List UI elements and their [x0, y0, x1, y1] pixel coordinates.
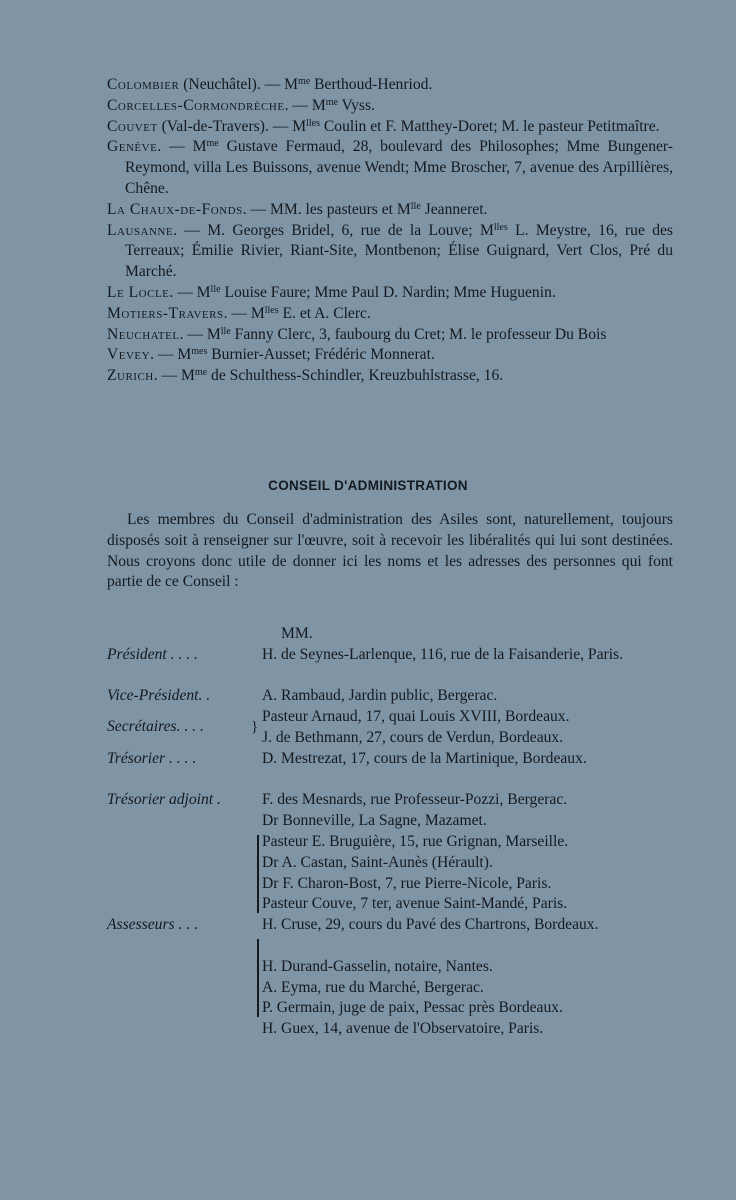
town-name: La Chaux-de-Fonds — [107, 200, 243, 218]
title-sup: lle — [410, 200, 421, 212]
town-entry — [107, 304, 673, 325]
role-president: Président . . . . — [107, 645, 198, 663]
member-line: H. Durand-Gasselin, notaire, Nantes. — [262, 957, 493, 975]
town-name: Colombier — [107, 76, 180, 93]
town-text: (Neuchâtel). — M — [179, 76, 299, 93]
intro-paragraph: Les membres du Conseil d'administration des Asiles sont, naturellement, toujours disposés soit à renseigner sur l'œuvre, soit à recevoir les libéralités qui lui sont destinées. Nous croyons donc utile de donner ici les noms et les adresses des personnes qui font partie de ce Conseil : — [107, 511, 673, 591]
town-entry — [107, 137, 673, 199]
member-line: P. Germain, juge de paix, Pessac près Bordeaux. — [262, 999, 563, 1017]
town-text: Berthoud-Henriod. — [310, 76, 433, 93]
member-line: F. des Mesnards, rue Professeur-Pozzi, Bergerac. — [262, 791, 568, 809]
title-sup: mes — [191, 346, 208, 358]
title-sup: me — [325, 96, 338, 108]
title-sup: lles — [493, 221, 508, 233]
town-text: Vyss. — [337, 96, 375, 114]
council-list — [107, 624, 673, 1040]
role-tresorier-adjoint: Trésorier adjoint . — [107, 791, 221, 809]
brace-bar-bottom — [257, 939, 259, 1017]
town-name: Lausanne — [107, 221, 174, 239]
role-tresorier: Trésorier . . . . — [107, 749, 197, 767]
title-sup: me — [206, 138, 219, 150]
town-name: Corcelles-Cormondrèche — [107, 96, 285, 114]
town-entry — [107, 117, 673, 138]
town-name: Motiers-Travers — [107, 304, 224, 322]
member-line: Dr A. Castan, Saint-Aunès (Hérault). — [262, 853, 493, 871]
town-text: de Schulthess-Schindler, Kreuzbuhlstrasse, 16. — [207, 367, 504, 385]
brace-bar-top — [257, 835, 259, 913]
town-text: . — M — [223, 304, 265, 322]
role-assesseurs: Assesseurs . . . — [107, 916, 198, 934]
town-text: . — M — [150, 346, 192, 364]
town-entry — [107, 345, 673, 366]
brace: } — [251, 719, 259, 736]
town-text: . — MM. les pasteurs et M — [242, 200, 411, 218]
member-line: Pasteur Arnaud, 17, quai Louis XVIII, Bordeaux. — [262, 708, 570, 726]
town-text: Coulin et F. Matthey-Doret; M. le pasteur Petitmaître. — [319, 117, 660, 135]
role-secretaires: Secrétaires. . . . — [107, 718, 204, 736]
town-name: Vevey — [107, 346, 151, 364]
town-text: Jeanneret. — [420, 200, 488, 218]
member-line: D. Mestrezat, 17, cours de la Martinique, Bordeaux. — [262, 749, 587, 767]
town-entry — [107, 200, 673, 221]
town-text: Fanny Clerc, 3, faubourg du Cret; M. le professeur Du Bois — [230, 325, 607, 343]
town-text: Burnier-Ausset; Frédéric Monnerat. — [207, 346, 435, 364]
town-name: Neuchatel — [107, 325, 180, 343]
title-sup: me — [194, 367, 208, 379]
member-line: Pasteur Couve, 7 ter, avenue Saint-Mandé, Paris. — [262, 895, 568, 913]
town-entry — [107, 221, 673, 283]
town-name: Genève — [107, 138, 158, 156]
town-list — [107, 75, 673, 387]
member-line: Dr Bonneville, La Sagne, Mazamet. — [262, 812, 487, 830]
mm-label: MM. — [281, 625, 313, 642]
title-sup: lles — [306, 117, 320, 129]
town-text: . — M — [169, 283, 211, 301]
member-line: Pasteur E. Bruguière, 15, rue Grignan, Marseille. — [262, 832, 569, 850]
member-line: H. de Seynes-Larlenque, 116, rue de la Faisanderie, Paris. — [262, 645, 623, 663]
town-name: Couvet — [107, 117, 158, 135]
town-text: (Val-de-Travers). — M — [157, 117, 307, 135]
town-text: . — M — [179, 325, 221, 343]
town-text: . — M — [284, 96, 326, 114]
title-sup: lle — [220, 325, 231, 337]
title-sup: lles — [264, 304, 279, 316]
town-entry — [107, 283, 673, 304]
town-text: Louise Faure; Mme Paul D. Nardin; Mme Huguenin. — [220, 283, 556, 301]
town-entry — [107, 325, 673, 346]
town-entry — [107, 366, 673, 387]
town-text: . — M — [157, 138, 207, 156]
town-entry — [107, 75, 673, 96]
town-text: L. Meystre, 16, rue des Terreaux; Émilie Rivier, Riant-Site, Montbenon; Élise Guignard, Vert Clos, Pré du Marché. — [125, 221, 674, 281]
town-name: Le Locle — [107, 283, 170, 301]
town-entry — [107, 96, 673, 117]
title-sup: me — [298, 76, 311, 87]
town-text: Gustave Fermaud, 28, boulevard des Philosophes; Mme Bungener-Reymond, villa Les Buissons, avenue Wendt; Mme Broscher, 7, avenue des Arpillières, Chêne. — [125, 138, 673, 197]
town-text: . — M — [153, 367, 195, 385]
role-vice-president: Vice-Président. . — [107, 687, 211, 705]
town-text: E. et A. Clerc. — [278, 304, 371, 322]
member-line: A. Eyma, rue du Marché, Bergerac. — [262, 978, 484, 996]
member-line: H. Cruse, 29, cours du Pavé des Chartrons, Bordeaux. — [262, 916, 599, 934]
town-text: . — M. Georges Bridel, 6, rue de la Louve; M — [173, 221, 494, 239]
town-name: Zurich — [107, 367, 154, 385]
member-line: A. Rambaud, Jardin public, Bergerac. — [262, 687, 498, 705]
section-heading: CONSEIL D'ADMINISTRATION — [268, 478, 468, 493]
member-line: J. de Bethmann, 27, cours de Verdun, Bordeaux. — [262, 728, 564, 746]
title-sup: lle — [210, 283, 221, 295]
member-line: Dr F. Charon-Bost, 7, rue Pierre-Nicole, Paris. — [262, 874, 552, 892]
member-line: H. Guex, 14, avenue de l'Observatoire, Paris. — [262, 1020, 544, 1038]
